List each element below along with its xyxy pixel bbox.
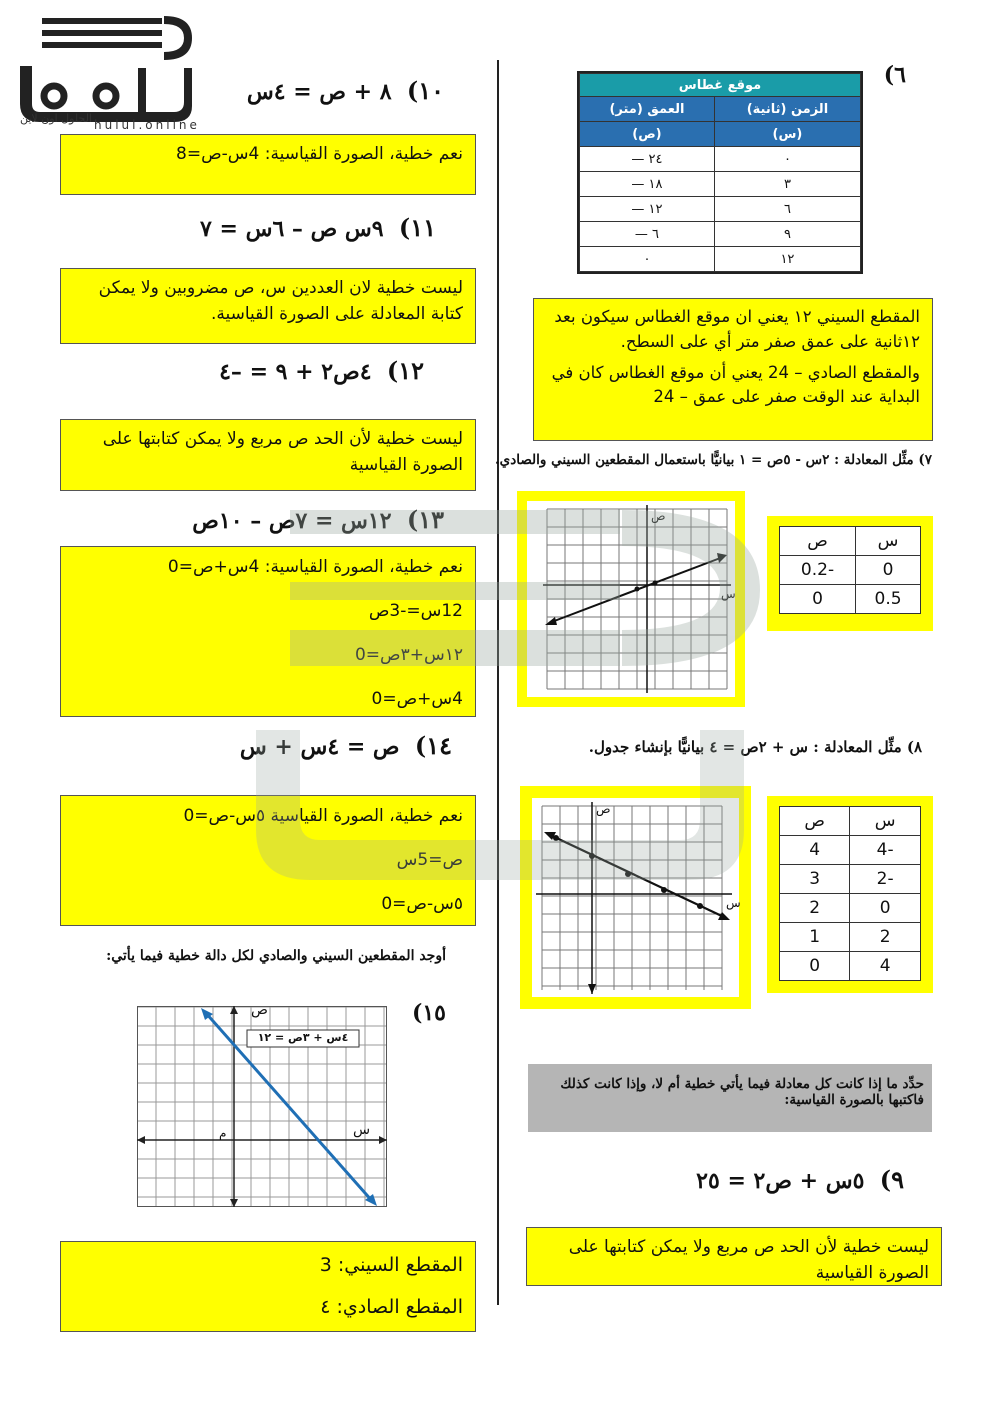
- q15-answer: [60, 1241, 476, 1332]
- q8-y-axis-label: ص: [596, 802, 611, 816]
- q8-graph: [532, 798, 739, 997]
- q12-heading: ١٢) ٤ص٢ + ٩ = –٤: [219, 356, 424, 385]
- q6-answer-x-intercept: المقطع السيني ١٢ يعني ان موقع الغطاس سيكون بعد ١٢ثانية على عمق صفر متر أي على السطح.: [554, 307, 920, 351]
- diver-header-time: الزمن (ثانية): [714, 97, 860, 122]
- q8-table-cell: 0: [850, 894, 921, 923]
- q13-line-3: ١٢س+٣ص=0: [354, 645, 463, 665]
- q13-line-2: 12س=-3ص: [368, 601, 463, 621]
- logo: [14, 8, 200, 138]
- q7-y-axis-label: ص: [651, 509, 666, 523]
- q8-table-cell: 2: [780, 894, 850, 923]
- q8-table-cell: 4: [850, 952, 921, 981]
- q8-table-cell: 1: [780, 923, 850, 952]
- q8-prompt: ٨) مثِّل المعادلة : س + ٢ص = ٤ بيانيًّا بإنشاء جدول.: [588, 738, 922, 756]
- q8-table-header-x: س: [850, 807, 921, 836]
- q7-prompt: ٧) مثِّل المعادلة : ٢س - ٥ص = ١ بيانيًّا باستعمال المقطعين السيني والصادي.: [494, 452, 932, 468]
- q8-table-cell: -2: [850, 865, 921, 894]
- q14-line-1: نعم خطية، الصورة القياسية ٥س-ص=0: [183, 806, 463, 826]
- diver-table-title: موقع غطاس: [580, 74, 861, 97]
- instruction-text: حدِّد ما إذا كانت كل معادلة فيما يأتي خطية أم لا، وإذا كانت كذلك فاكتبها بالصورة القياسية:: [560, 1076, 924, 1108]
- q7-table-frame: [767, 516, 933, 631]
- q14-line-3: ٥س-ص=0: [381, 894, 463, 914]
- q14-answer: [60, 795, 476, 926]
- q15-line-label: ٤س + ٣ص = ١٢: [257, 1031, 349, 1044]
- q14-line-2: ص=5س: [396, 850, 463, 870]
- q13-answer: [60, 546, 476, 717]
- diver-cell: ٠: [714, 147, 860, 172]
- q13-line-4: 4س+ص=0: [371, 689, 463, 709]
- q8-x-axis-label: س: [726, 896, 741, 910]
- q13-line-1: نعم خطية، الصورة القياسية: 4س+ص=0: [167, 557, 463, 577]
- q7-graph-frame: [517, 491, 745, 707]
- q7-table-header-y: ص: [780, 527, 856, 556]
- q15-origin-label: م: [219, 1126, 227, 1140]
- q8-table-cell: -4: [850, 836, 921, 865]
- q15-y-axis-label: ص: [251, 1002, 268, 1018]
- q7-graph: [527, 501, 735, 697]
- q7-table-header-x: س: [856, 527, 921, 556]
- diver-cell: ٩: [714, 222, 860, 247]
- q13-heading: ١٣) ١٢س = ٧ص – ١٠ص: [192, 505, 444, 534]
- instruction-banner: [528, 1064, 932, 1132]
- q8-table-cell: 0: [780, 952, 850, 981]
- logo-subtitle: الحلول اون لاين: [20, 112, 92, 125]
- q7-table-cell: 0: [780, 585, 856, 614]
- q8-table-header-y: ص: [780, 807, 850, 836]
- diver-header-depth: العمق (متر): [580, 97, 715, 122]
- diver-cell: ١٨ —: [580, 172, 715, 197]
- diver-cell: ١٢ —: [580, 197, 715, 222]
- q8-table-frame: [767, 796, 933, 993]
- diver-cell: ٠: [580, 247, 715, 272]
- q8-graph-frame: [520, 786, 751, 1009]
- q9-heading: ٩) ٥س + ص٢ = ٢٥: [696, 1165, 904, 1194]
- q8-table-cell: 2: [850, 923, 921, 952]
- q10-answer: نعم خطية، الصورة القياسية: 4س-ص=8: [60, 134, 476, 195]
- diver-table: [577, 71, 863, 274]
- q7-table-cell: 0.5: [856, 585, 921, 614]
- diver-subheader-y: (ص): [580, 122, 715, 147]
- diver-cell: ٦: [714, 197, 860, 222]
- q10-heading: ١٠) ٨ + ص = ٤س: [246, 76, 444, 105]
- q15-x-axis-label: س: [353, 1122, 371, 1138]
- q8-table-cell: 3: [780, 865, 850, 894]
- q7-x-axis-label: س: [721, 587, 736, 601]
- q6-answer-y-intercept: والمقطع الصادي – 24 يعني أن موقع الغطاس كان في البداية عند الوقت صفر على عمق – 24: [551, 362, 920, 407]
- q7-table-cell: -0.2: [780, 556, 856, 585]
- q6-answer: [533, 298, 933, 441]
- column-divider: [497, 60, 499, 1305]
- q9-answer: ليست خطية لأن الحد ص مربع ولا يمكن كتابتها على الصورة القياسية: [526, 1227, 942, 1286]
- q11-answer: ليست خطية لان العددين س، ص مضروبين ولا يمكن كتابة المعادلة على الصورة القياسية.: [60, 268, 476, 344]
- q7-table-cell: 0: [856, 556, 921, 585]
- diver-cell: ٦ —: [580, 222, 715, 247]
- intercepts-instruction: أوجد المقطعين السيني والصادي لكل دالة خطية فيما يأتي:: [106, 948, 446, 964]
- diver-subheader-x: (س): [714, 122, 860, 147]
- q8-table-cell: 4: [780, 836, 850, 865]
- q15-y-intercept: المقطع الصادي: ٤: [320, 1296, 463, 1318]
- diver-cell: ١٢: [714, 247, 860, 272]
- q6-number: ٦): [883, 62, 906, 88]
- q15-graph: [137, 1002, 387, 1207]
- q15-x-intercept: المقطع السيني: 3: [319, 1254, 463, 1276]
- logo-latin: hulul.online: [94, 118, 200, 132]
- diver-cell: ٢٤ —: [580, 147, 715, 172]
- q15-number: ١٥): [411, 1000, 446, 1026]
- q14-heading: ١٤) ص = ٤س + س: [239, 731, 452, 760]
- q11-heading: ١١) ٩س ص – ٦س = ٧: [200, 213, 436, 242]
- q12-answer: ليست خطية لأن الحد ص مربع ولا يمكن كتابتها على الصورة القياسية: [60, 419, 476, 491]
- diver-cell: ٣: [714, 172, 860, 197]
